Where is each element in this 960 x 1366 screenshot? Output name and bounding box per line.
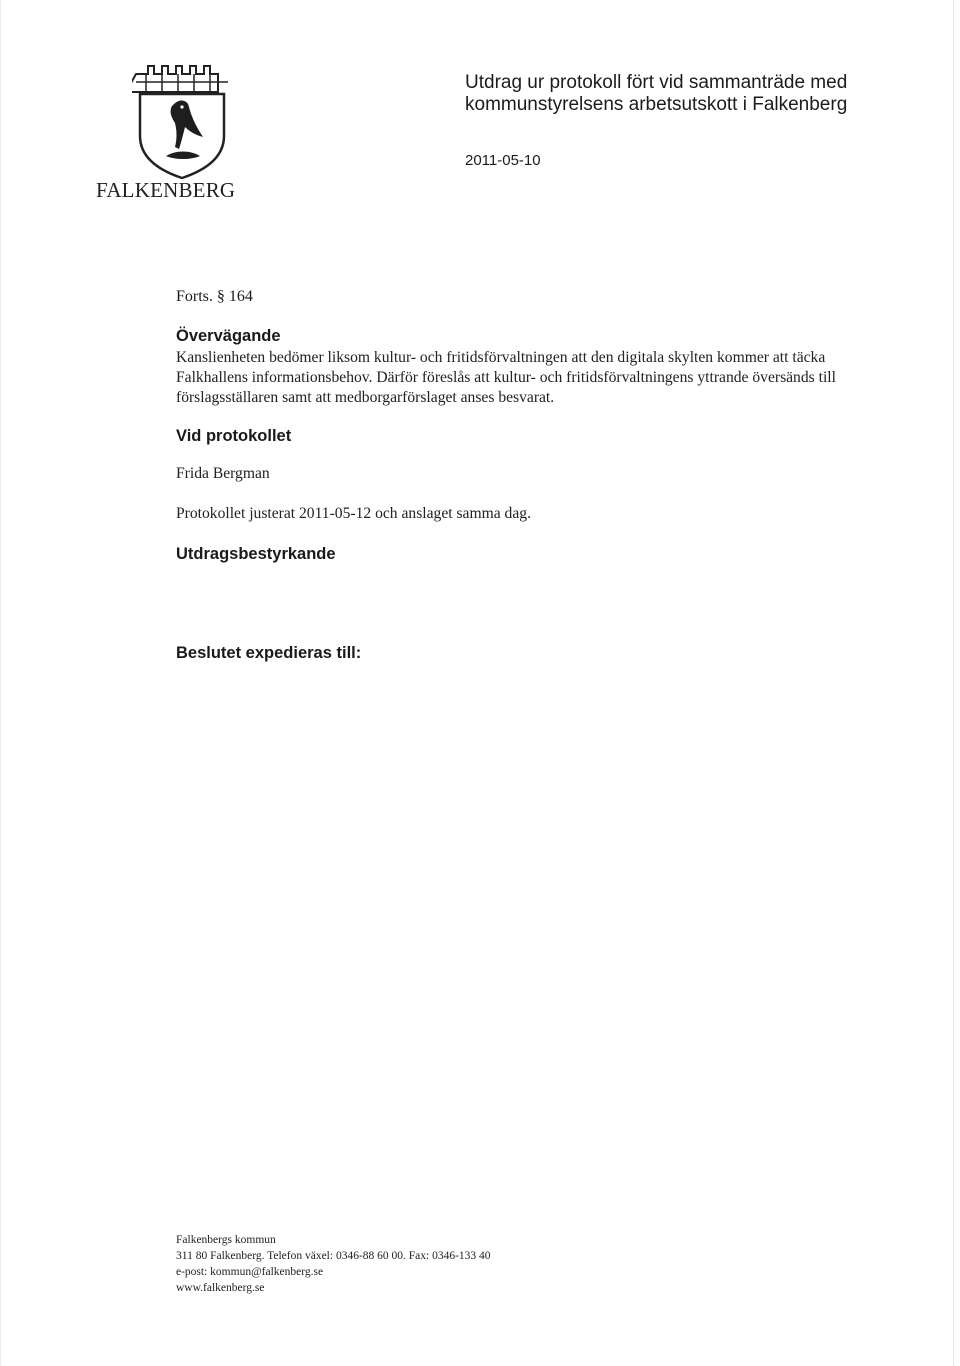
footer-website: www.falkenberg.se [176, 1282, 265, 1294]
scan-edge-left [0, 0, 1, 1366]
town-name: FALKENBERG [96, 178, 236, 202]
signer-name: Frida Bergman [176, 465, 270, 482]
heading-utdragsbestyrkande: Utdragsbestyrkande [176, 545, 336, 563]
justerat-line: Protokollet justerat 2011-05-12 och anslaget samma dag. [176, 505, 531, 522]
heading-beslutet-expedieras: Beslutet expedieras till: [176, 644, 362, 662]
footer-contact [176, 1232, 491, 1296]
body-paragraph: Kanslienheten bedömer liksom kultur- och fritidsförvaltningen att den digitala skylten kommer att täcka Falkhallens informationsbehov. Därför föreslås att kultur- och fritidsförvaltningens yttrande översänds till förslagsställaren samt att medborgarförslaget anses besvarat. [176, 349, 836, 406]
title-line-2: kommunstyrelsens arbetsutskott i Falkenberg [465, 94, 848, 115]
footer-address-phone: 311 80 Falkenberg. Telefon växel: 0346-88 60 00. Fax: 0346-133 40 [176, 1250, 491, 1262]
heading-overvagande: Övervägande [176, 327, 281, 345]
coat-of-arms-icon [132, 60, 232, 180]
footer-organization: Falkenbergs kommun [176, 1234, 276, 1246]
heading-vid-protokollet: Vid protokollet [176, 427, 292, 445]
scan-edge-right [953, 0, 954, 1366]
footer-email: e-post: kommun@falkenberg.se [176, 1266, 324, 1278]
document-title [465, 72, 935, 116]
title-line-1: Utdrag ur protokoll fört vid sammanträde med [465, 72, 848, 93]
document-date: 2011-05-10 [465, 152, 541, 169]
paragraph-reference: Forts. § 164 [176, 288, 253, 305]
